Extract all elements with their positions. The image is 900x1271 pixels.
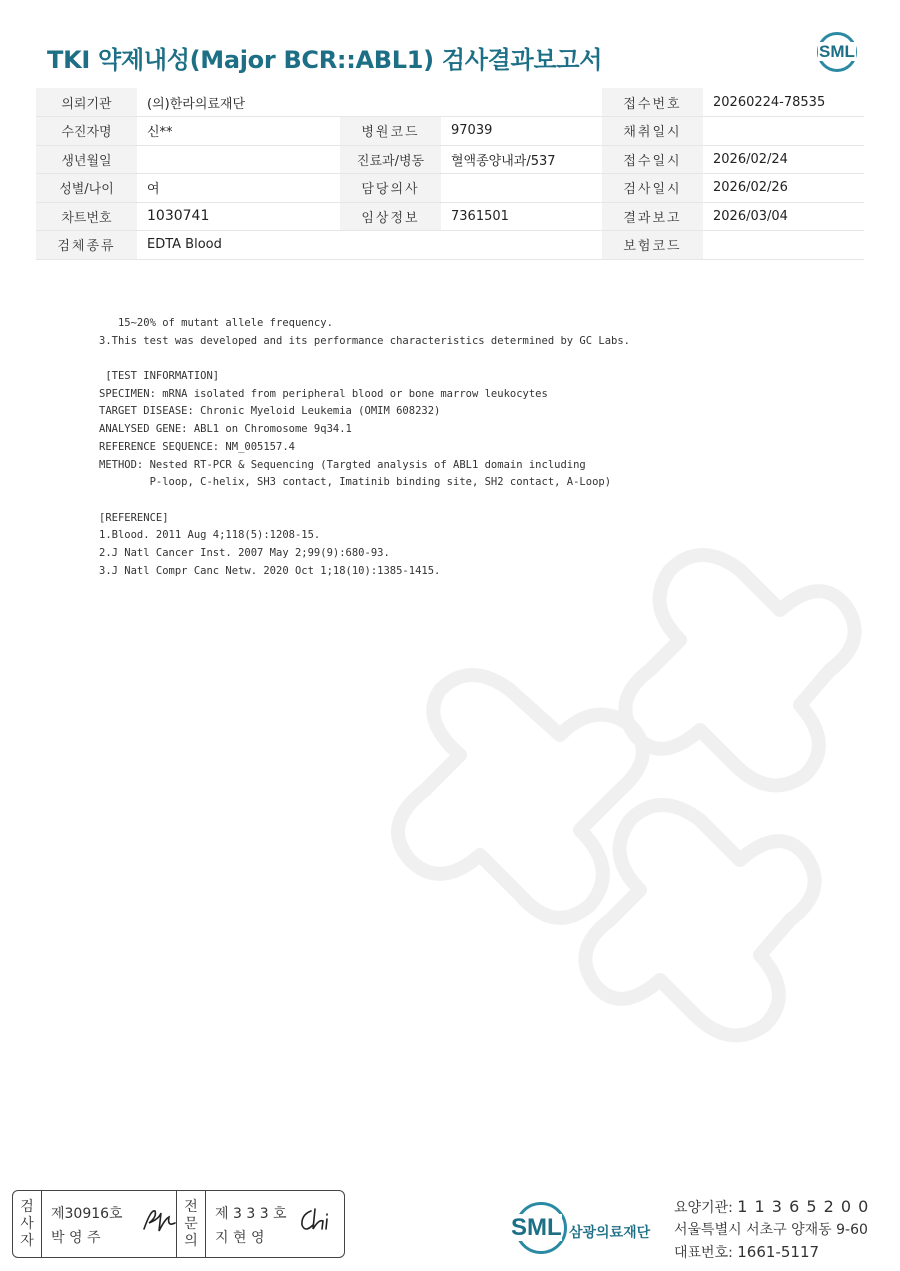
report-line [99,492,630,510]
chart-no-value: 1030741 [137,202,340,231]
insurance-value [703,231,864,260]
institution-value: (의)한라의료재단 [137,88,602,117]
report-line: REFERENCE SEQUENCE: NM_005157.4 [99,440,295,453]
org-name: 삼광의료재단 [569,1225,651,1241]
report-line: ANALYSED GENE: ABL1 on Chromosome 9q34.1 [99,423,352,436]
info-row [36,231,864,260]
care-code-value: 1 1 3 6 5 2 0 0 [737,1197,870,1216]
footer-logo-text: SML [511,1214,562,1241]
collect-date-value [703,117,864,146]
chart-no-label: 차트번호 [36,202,137,231]
info-row [36,174,864,203]
care-code: 요양기관: 1 1 3 6 5 2 0 0 [674,1197,870,1216]
institution-label: 의뢰기관 [36,88,137,117]
birth-label: 생년월일 [36,145,137,174]
report-line: TARGET DISEASE: Chronic Myeloid Leukemia (OMIM 608232) [99,405,441,418]
address: 서울특별시 서초구 양재동 9-60 [674,1222,868,1238]
receipt-date-label: 접수일시 [602,145,703,174]
report-line: [REFERENCE] [99,511,169,524]
examiner-name: 박 영 주 [51,1230,101,1246]
report-line: 15~20% of mutant allele frequency. [99,317,333,329]
receipt-no-value: 20260224-78535 [703,88,864,117]
patient-value: 신** [137,117,340,146]
dept-value: 혈액종양내과/537 [441,145,602,174]
report-line: P-loop, C-helix, SH3 contact, Imatinib binding site, SH2 contact, A-Loop) [99,476,612,489]
receipt-no-label: 접수번호 [602,88,703,117]
report-title: TKI 약제내성(Major BCR::ABL1) 검사결과보고서 [47,46,603,74]
report-line: 2.J Natl Cancer Inst. 2007 May 2;99(9):680-93. [99,546,390,559]
report-line: 3.This test was developed and its performance characteristics determined by GC Labs. [99,334,631,347]
phone-value: 1661-5117 [737,1243,820,1261]
examiner-license-no: 제30916호 [51,1206,123,1222]
insurance-label: 보험코드 [602,231,703,260]
cross-watermark-icon [380,540,880,1060]
phone: 대표번호: 1661-5117 [674,1243,820,1261]
specialist-name: 지 현 영 [215,1230,265,1246]
clinical-label: 임상정보 [340,202,441,231]
divider [41,1191,42,1257]
patient-info-table [36,88,864,260]
birth-value [137,145,340,174]
specialist-signature-icon [297,1205,337,1235]
sex-age-value: 여 [137,174,340,203]
hospital-code-label: 병원코드 [340,117,441,146]
report-date-value: 2026/03/04 [703,202,864,231]
report-line: SPECIMEN: mRNA isolated from peripheral blood or bone marrow leukocytes [99,387,548,400]
report-line: METHOD: Nested RT-PCR & Sequencing (Targted analysis of ABL1 domain including [99,458,586,471]
dept-label: 진료과/병동 [340,145,441,174]
info-row [36,202,864,231]
patient-label: 수진자명 [36,117,137,146]
examiner-label: 검 사 자 [20,1199,34,1249]
footer-logo [511,1200,671,1260]
info-row [36,117,864,146]
examiner-signature-icon [141,1205,177,1235]
info-row [36,145,864,174]
report-line: [TEST INFORMATION] [99,370,220,383]
sex-age-label: 성별/나이 [36,174,137,203]
specialist-license-no: 제 3 3 3 호 [215,1206,287,1222]
report-line [99,350,630,368]
test-date-value: 2026/02/26 [703,174,864,203]
doctor-label: 담당의사 [340,174,441,203]
collect-date-label: 채취일시 [602,117,703,146]
specialist-label: 전 문 의 [184,1199,198,1249]
footer-contact [674,1196,869,1264]
report-line: 1.Blood. 2011 Aug 4;118(5):1208-15. [99,529,321,542]
logo-text: SML [819,42,855,61]
test-date-label: 검사일시 [602,174,703,203]
receipt-date-value: 2026/02/24 [703,145,864,174]
clinical-value: 7361501 [441,202,602,231]
report-line: 3.J Natl Compr Canc Netw. 2020 Oct 1;18(10):1385-1415. [99,564,441,577]
info-row [36,88,864,117]
specimen-value: EDTA Blood [137,231,602,260]
hospital-code-value: 97039 [441,117,602,146]
divider [205,1191,206,1257]
signature-box [12,1190,345,1258]
sml-logo [812,30,862,76]
specimen-label: 검체종류 [36,231,137,260]
doctor-value [441,174,602,203]
report-date-label: 결과보고 [602,202,703,231]
